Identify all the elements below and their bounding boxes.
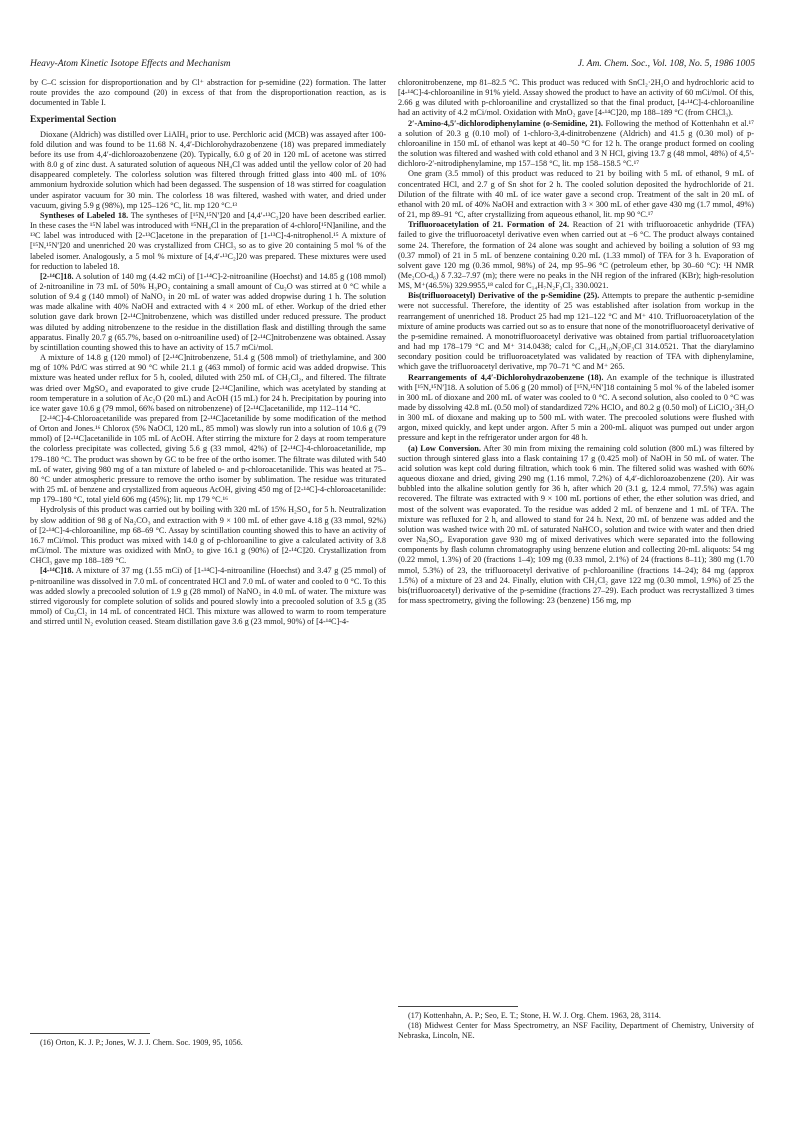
footnote-rule (398, 1006, 518, 1007)
paragraph (398, 444, 754, 607)
journal-citation: J. Am. Chem. Soc., Vol. 108, No. 5, 1986 1005 (577, 58, 755, 69)
paragraph-heading: 2′-Amino-4,5′-dichlorodiphenylamine (o-Semidine, 21). (408, 118, 603, 128)
paragraph (398, 220, 754, 291)
right-footnotes (398, 1000, 754, 1040)
paragraph: One gram (3.5 mmol) of this product was reduced to 21 by boiling with 5 mL of ethanol, 9 mL of concentrated HCl, and 2.7 g of Sn shot for 2 h. The cooled solution deposited the hydrochloride of 21. Dilution of the filtrate with 40 mL of ice water gave a second crop. Treatment of the salt in 20 mL of ethanol with 20 mL of 40% NaOH and extraction with 3 × 300 mL of ether gave 430 mg (1.7 mmol, 49%) of 21, mp 89–91 °C, after crystallizing from aqueous ethanol, lit. mp 90 °C.¹⁷ (398, 169, 754, 220)
running-header (30, 58, 755, 76)
paragraph: A mixture of 14.8 g (120 mmol) of [2-¹⁴C]nitrobenzene, 51.4 g (508 mmol) of triethylamine, and 300 mg of 10% Pd/C was stirred at 90 °C while 21.1 g (463 mmol) of formic acid was added dropwise. This mixture was heated under reflux for 5 h, cooled, diluted with 250 mL of CH₂Cl₂, and filtered. The filtrate was dried over MgSO₄ and evaporated to give crude [2-¹⁴C]aniline, which was acetylated by standing at room temperature in a solution of Ac₂O (20 mL) and AcOH (15 mL) for 24 h. Precipitation by pouring into ice water gave 10.6 g (79 mmol, 66% based on nitrobenzene) of [2-¹⁴C]acetanilide, mp 112–114 °C. (30, 353, 386, 413)
paragraph-heading: Syntheses of Labeled 18. (40, 210, 129, 220)
paragraph-heading: (a) Low Conversion. (408, 443, 481, 453)
paragraph (30, 272, 386, 353)
paragraph-heading: [4-¹⁴C]18. (40, 566, 74, 576)
left-footnotes (30, 1027, 386, 1048)
paragraph-body: Following the method of Kottenhahn et al.¹⁷ a solution of 20.3 g (0.10 mol) of 1-chloro-3,4-dinitrobenzene (Aldrich) and 41.5 g (0.30 mol) of p-chloroaniline in 150 mL of ethanol was kept at 40–50 °C for 12 h. The orange product formed on cooling the solution was filtered and washed with cold ethanol and 3 N HCl, giving 13.7 g (48 mmol, 48%) of 4,5′-dichloro-2′-nitrodiphenylamine, mp 157–158 °C, lit. mp 158–158.5 °C.¹⁷ (398, 118, 754, 169)
paragraph (398, 373, 754, 444)
footnote: (17) Kottenhahn, A. P.; Seo, E. T.; Stone, H. W. J. Org. Chem. 1963, 28, 3114. (408, 1011, 661, 1020)
paragraph-heading: Trifluoroacetylation of 21. Formation of 24. (408, 220, 570, 230)
paragraph-heading: [2-¹⁴C]18. (40, 271, 74, 281)
paragraph (30, 566, 386, 627)
paragraph-body: A solution of 140 mg (4.42 mCi) of [1-¹⁴C]-2-nitroaniline (Hoechst) and 14.85 g (108 mmol) of 2-nitroaniline in 73 mL of 50% H₃PO₂ containing a small amount of Cu₂O was stirred at 0 °C while a solution of 9.4 g (140 mmol) of NaNO₂ in 20 mL of water was added dropwise during 1 h. The solution was made alkaline with 40% NaOH and extracted with 4 × 200 mL of ether. Workup of the dried ether solution gave dark brown [2-¹⁴C]nitrobenzene, which was distilled under reduced pressure. The product was diluted by adding nitrobenzene to the residue in the distillation flask and distilling through the same apparatus. Finally 20.7 g (65.7%, based on o-nitroaniline used) of [2-¹⁴C]nitrobenzene was obtained. Assay by scintillation counting showed this to have an activity of 15.7 mCi/mol. (30, 271, 386, 352)
intro-paragraph: by C–C scission for disproportionation and by Cl⁺ abstraction for p-semidine (22) formation. The latter route provides the azo compound (20) in excess of that from the disproportionation reaction, as is documented in Table I. (30, 78, 386, 108)
paragraph-heading: Rearrangements of 4,4′-Dichlorohydrazobenzene (18). (408, 372, 604, 382)
paragraph-body: An example of the technique is illustrated with [¹⁵N,¹⁵N′]18. A solution of 5.06 g (20 mmol) of [¹⁵N,¹⁵N′]18 containing 5 mol % of the labeled isomer in 300 mL of dioxane and 200 mL of water was cooled to 0 °C. A second solution, also cooled to 0 °C was made by dissolving 42.8 mL (0.50 mol) of standardized 72% HClO₄ and 80.2 g (0.50 mol) of LiClO₄·3H₂O in 300 mL of dioxane and making up to 500 mL with water. The precooled solutions were flushed with argon, mixed quickly, and kept under argon. After 5 min a 200-mL aliquot was pumped out under argon pressure and kept in the refrigerator under argon for 48 h. (398, 372, 754, 443)
right-column (398, 78, 754, 606)
paragraph-body: Reaction of 21 with trifluoroacetic anhydride (TFA) failed to give the trifluoroacetyl derivative even when carried out at −6 °C. The product always contained some 24. Therefore, the formation of 24 alone was sought and achieved by boiling a solution of 93 mg (0.37 mmol) of 21 in 5 mL of benzene containing 0.20 mL (1.33 mmol) of TFA for 3 h. Evaporation of solvent gave 120 mg (0.36 mmol, 98%) of 24, mp 95–96 °C (petroleum ether, bp 30–60 °C): ¹H NMR (Me₂CO-d₆) δ 7.32–7.97 (m); there were no peaks in the NH region of the infrared (KBr); high-resolution MS, M⁺(46.5%) 329.9955,¹⁸ calcd for C₁₄H₇N₂F₃Cl₂ 330.0021. (398, 220, 755, 291)
running-title: Heavy-Atom Kinetic Isotope Effects and Mechanism (30, 58, 231, 69)
paragraph (398, 119, 754, 170)
paragraph-heading: Bis(trifluoroacetyl) Derivative of the p-Semidine (25). (408, 291, 600, 301)
left-column (30, 78, 386, 627)
paragraph (398, 291, 754, 372)
paragraph: [2-¹⁴C]-4-Chloroacetanilide was prepared from [2-¹⁴C]acetanilide by some modification of the method of Orton and Jones.¹⁶ Chlorox (5% NaOCl, 120 mL, 85 mmol) was slowly run into a solution of 10.6 g (79 mmol) of [2-¹⁴C]acetanilide in 105 mL of AcOH. After stirring the mixture for 2 days at room temperature the colorless precipitate was collected, giving 5.6 g (33 mmol, 42%) of [2-¹⁴C]-4-chloroacetanilide, mp 179–180 °C. The product was shown by GC to be free of the ortho isomer. The filtrate was diluted with 540 mL of water, giving 980 mg of a tan mixture of labeled o- and p-chloroacetanilide. This was heated at 75–80 °C under atmospheric pressure to remove the ortho isomer by sublimation. The residue was triturated with 25 mL of benzene and crystallized from aqueous AcOH, giving 450 mg of [2-¹⁴C]-4-chloroacetanilide: mp 179–180 °C, total yield 606 mg (45%); lit. mp 179 °C.¹⁶ (30, 414, 386, 505)
paragraph: Hydrolysis of this product was carried out by boiling with 320 mL of 15% H₂SO₄ for 5 h. Neutralization by slow addition of 98 g of Na₂CO₃ and extraction with 9 × 100 mL of ether gave 4.18 g (33 mmol, 92%) of [2-¹⁴C]-4-chloroaniline, mp 68–69 °C. Assay by scintillation counting showed this to have an activity of 16.7 mCi/mol. This product was mixed with 14.0 g of p-chloroaniline to give a calculated activity of 3.8 mCi/mol. The mixture was oxidized with MnO₂ to give 16.1 g (90%) of [2-¹⁴C]20. Crystallization from CHCl₃ gave mp 188–189 °C. (30, 505, 386, 566)
paragraph (30, 211, 386, 272)
footnote: (16) Orton, K. J. P.; Jones, W. J. J. Chem. Soc. 1909, 95, 1056. (40, 1038, 243, 1047)
paragraph-body: A mixture of 37 mg (1.55 mCi) of [1-¹⁴C]-4-nitroaniline (Hoechst) and 3.47 g (25 mmol) of p-nitroaniline was dissolved in 7.0 mL of concentrated HCl and 7.0 mL of water and cooled to 0 °C. To this was added slowly a precooled solution of 1.9 g (28 mmol) of NaNO₂ in 4.0 mL of water. The mixture was stirred vigorously for complete solution of solids and poured slowly into a precooled solution of 3.5 g (35 mmol) of Cu₂Cl₂ in 14 mL of concentrated HCl. This mixture was allowed to warm to room temperature and stirred until N₂ evolution ceased. Steam distillation gave 3.6 g (23 mmol, 90%) of [4-¹⁴C]-4- (30, 566, 386, 627)
section-title: Experimental Section (30, 115, 117, 126)
footnote-rule (30, 1033, 150, 1034)
footnote: (18) Midwest Center for Mass Spectrometry, an NSF Facility, Department of Chemistry, University of Nebraska, Lincoln, NE. (398, 1020, 754, 1040)
paragraph-body: Attempts to prepare the authentic p-semidine were not successful. Therefore, the identity of 25 was established after isolation from workup in the rearrangement of unenriched 18. Product 25 had mp 121–122 °C and M⁺ 410. Trifluoroacetylation of the mixture of amine products was carried out so as to ensure that none of the monotrifluoroacetyl derivative of the p-semidine remained. A monotrifluoroacetyl derivative was obtained from partial trifluoroacetylation and had mp 178–179 °C and M⁺ 314.0438; calcd for C₁₄H₁₀N₂OF₃Cl 314.0521. That the diarylamino secondary position could be trifluoroacetylated was validated by reaction of TFA with diphenylamine, which gave the trifluoroacetyl derivative, mp 70–71 °C and M⁺ 265. (398, 291, 754, 372)
paragraph: chloronitrobenzene, mp 81–82.5 °C. This product was reduced with SnCl₂·2H₂O and hydrochloric acid to [4-¹⁴C]-4-chloroaniline in 91% yield. Assay showed the product to have an activity of 60 mCi/mol. Of this, 2.66 g was diluted with p-chloroaniline and crystallized so that the final product, [4-¹⁴C]-4-chloroaniline had an activity of 4.2 mCi/mol. Oxidation with MnO₂ gave [4-¹⁴C]20, mp 188–189 °C (from CHCl₃). (398, 78, 754, 118)
paragraph: Dioxane (Aldrich) was distilled over LiAlH₄ prior to use. Perchloric acid (MCB) was assayed after 100-fold dilution and was found to be 11.68 N. 4,4′-Dichlorohydrazobenzene (18) was prepared immediately before its use from 4,4′-dichloroazobenzene (20). Typically, 6.0 g of 20 in 120 mL of acetone was stirred with 8.0 g of zinc dust. A saturated solution of aqueous NH₄Cl was added until the yellow color of 20 had disappeared completely. The colorless solution was filtered through fritted glass into 400 mL of 10% ammonium hydroxide solution which had been degassed. The suspension of 18 was stirred for coagulation under aspirator vacuum for 30 min. The colorless 18 was filtered, washed with water, and dried under vacuum, giving 5.9 g (98%), mp 125–126 °C, lit. mp 120 °C.¹³ (30, 129, 386, 210)
paragraph-body: The syntheses of [¹⁵N,¹⁵N′]20 and [4,4′-¹³C₂]20 have been described earlier. In these cases the ¹⁵N label was introduced with ¹⁵NH₄Cl in the preparation of 4-chloro[¹⁵N]aniline, and the ¹³C label was introduced with [2-¹³C]acetone in the preparation of [1-¹³C]-4-nitrophenol.¹⁵ A mixture of [¹⁵N,¹⁵N′]20 and unenriched 20 was crystallized from CHCl₃ so as to give 20 containing 5 mol % of the labeled isomer. Analogously, a 5 mol % mixture of [4,4′-¹³C₂]20 was prepared. These mixtures were used for reduction to labeled 18. (30, 210, 386, 271)
paragraph-body: After 30 min from mixing the remaining cold solution (800 mL) was filtered by suction through sintered glass into a flask containing 17 g (0.425 mol) of NaOH in 50 mL of water. The acid solution was kept cold during filtration, which took 6 min. The filtered solid was washed with 60% aqueous dioxane and dried, giving 290 mg (1.16 mmol, 7.2%) of 4,4′-dichloroazobenzene (20). Air was bubbled into the alkaline solution gently for 36 h, after which 20 (3.1 g, 12.4 mmol, 77.5%) was again recovered. The filtrate was extracted with 9 × 100 mL portions of ether, the ether solution was dried, and most of the solvent was evaporated. To the residue was added 2 mL of benzene and 1 mL of TFA. The mixture was refluxed for 2 h, and allowed to stand for 24 h. Next, 20 mL of benzene was added and the solution was washed twice with 20 mL of saturated NaHCO₃ solution and twice with water and then dried over Na₂SO₄. Evaporation gave 930 mg of mixed derivatives which were separated into the following components by flash column chromatography using benzene elution and collecting 20-mL aliquots: 54 mg (0.22 mmol, 1.3%) of 20 (fractions 1–4); 109 mg (0.33 mmol, 2.1%) of 24 (fractions 8–11); 380 mg (1.70 mmol, 5.3%) of 23, the trifluoroacetyl derivative of p-chloroaniline (fractions 14–24); 84 mg (approx 1.5%) of a mixture of 23 and 24. Finally, elution with CH₂Cl₂ gave 122 mg (0.30 mmol, 1.9%) of 25 the bis(trifluoroacetyl) derivative of the p-semidine (fractions 27–29). Each product was recrystallized 3 times for mass spectrometry, giving the following: 23 (benzene) 156 mg, mp (398, 443, 754, 605)
